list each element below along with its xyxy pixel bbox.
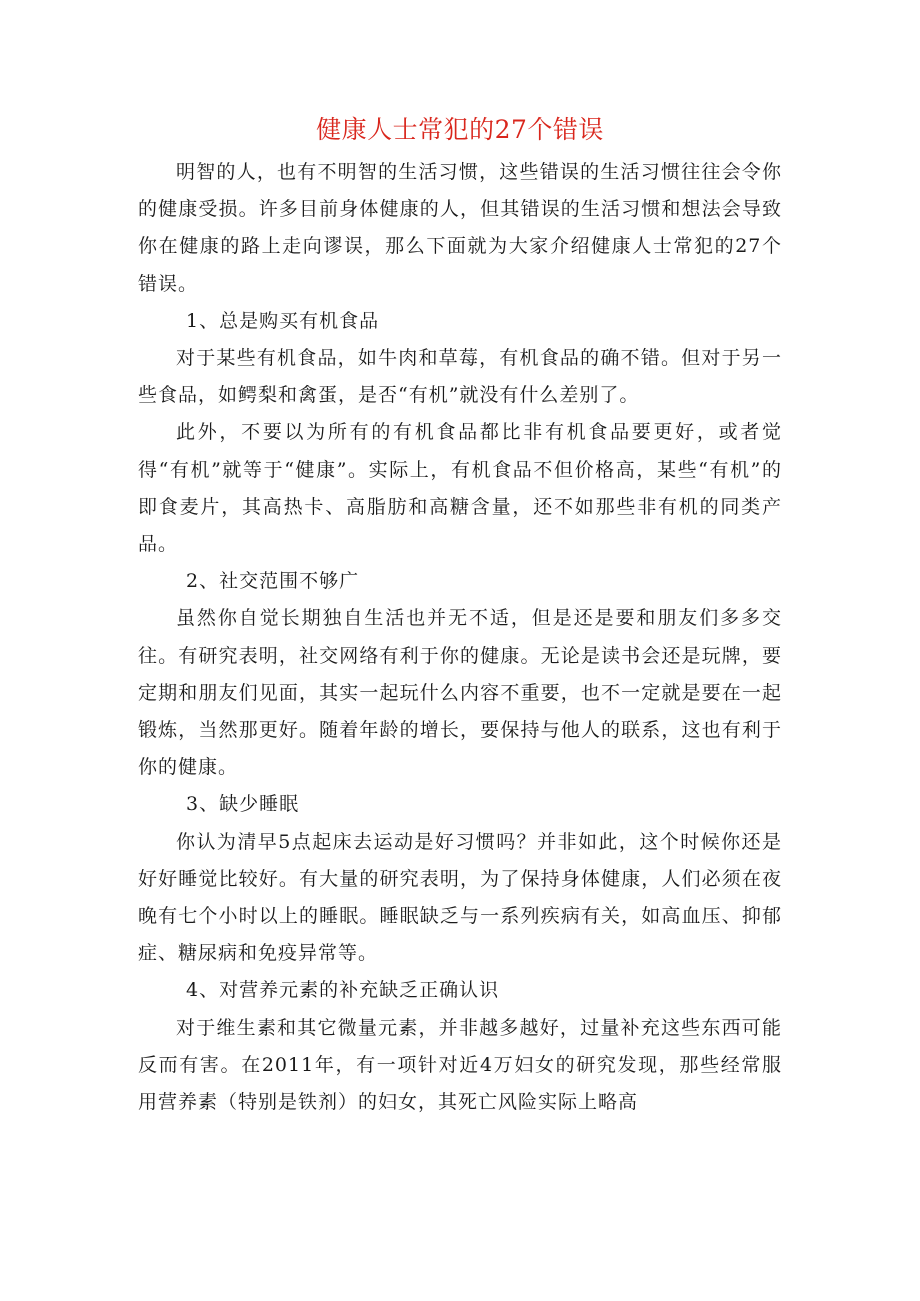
section-paragraph: 对于维生素和其它微量元素，并非越多越好，过量补充这些东西可能反而有害。在2011年，有一项针对近4万妇女的研究发现，那些经常服用营养素（特别是铁剂）的妇女，其死亡风险实际上略高 <box>138 1016 782 1114</box>
intro-paragraph: 明智的人，也有不明智的生活习惯，这些错误的生活习惯往往会令你的健康受损。许多目前身体健康的人，但其错误的生活习惯和想法会导致你在健康的路上走向谬误，那么下面就为大家介绍健康人士常犯的27个错误。 <box>138 161 782 295</box>
section-heading: 4、对营养元素的补充缺乏正确认识 <box>186 979 500 1002</box>
section-paragraph: 此外，不要以为所有的有机食品都比非有机食品要更好，或者觉得“有机”就等于“健康”。实际上，有机食品不但价格高，某些“有机”的即食麦片，其高热卡、高脂肪和高糖含量，还不如那些非有机的同类产品。 <box>138 421 782 556</box>
document-title: 健康人士常犯的27个错误 <box>316 115 604 144</box>
section-paragraph: 对于某些有机食品，如牛肉和草莓，有机食品的确不错。但对于另一些食品，如鳄梨和禽蛋，是否“有机”就没有什么差别了。 <box>138 347 782 407</box>
section-heading: 3、缺少睡眠 <box>186 793 300 816</box>
section-paragraph: 虽然你自觉长期独自生活也并无不适，但是还是要和朋友们多多交往。有研究表明，社交网络有利于你的健康。无论是读书会还是玩牌，要定期和朋友们见面，其实一起玩什么内容不重要，也不一定就是要在一起锻炼，当然那更好。随着年龄的增长，要保持与他人的联系，这也有利于你的健康。 <box>138 607 782 779</box>
section-heading: 2、社交范围不够广 <box>186 570 360 593</box>
section-paragraph: 你认为清早5点起床去运动是好习惯吗？并非如此，这个时候你还是好好睡觉比较好。有大量的研究表明，为了保持身体健康，人们必须在夜晚有七个小时以上的睡眠。睡眠缺乏与一系列疾病有关，如高血压、抑郁症、糖尿病和免疫异常等。 <box>138 830 782 965</box>
section-heading: 1、总是购买有机食品 <box>186 309 380 332</box>
